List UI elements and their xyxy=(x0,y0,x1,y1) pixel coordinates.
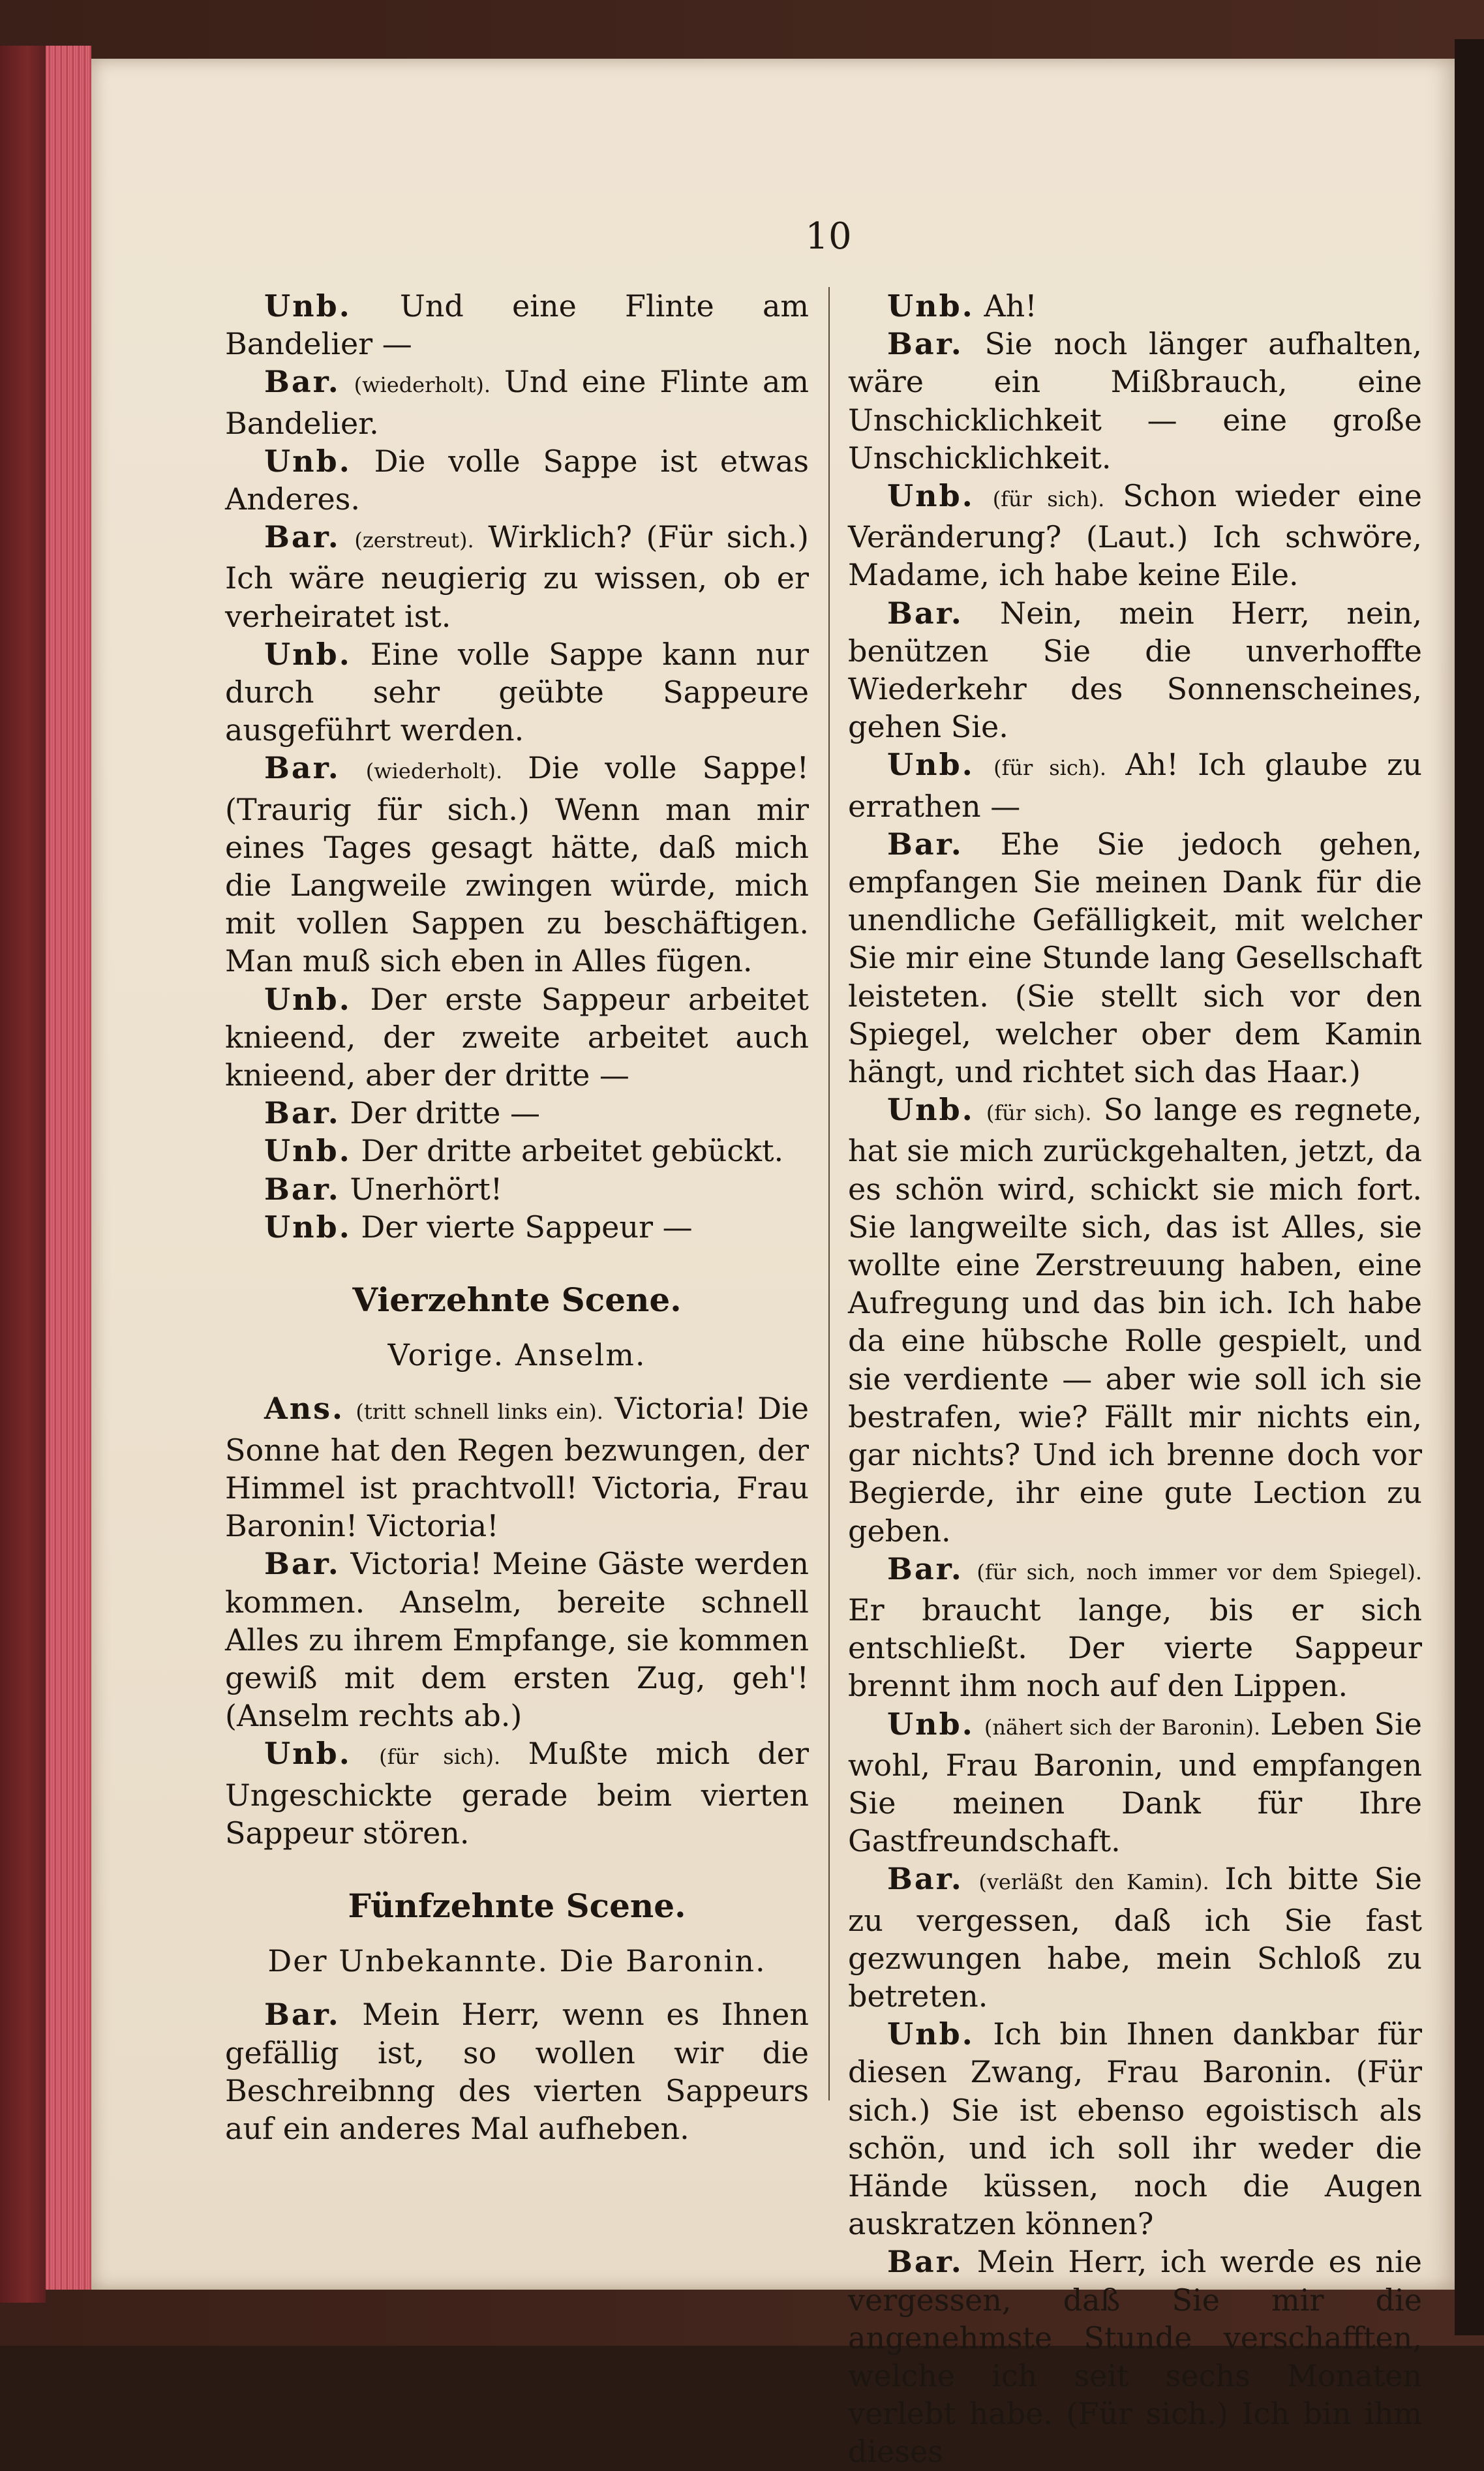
dialogue-line xyxy=(848,477,1422,594)
speaker-name: Unb. xyxy=(887,288,975,324)
dialogue-line xyxy=(225,363,809,442)
dialogue-line xyxy=(848,1860,1422,2015)
dialogue-text: Und eine Flinte am Bandelier. xyxy=(225,364,810,441)
dialogue-text: Ich bitte Sie zu vergessen, daß ich Sie fast gezwungen habe, mein Schloß zu betreten. xyxy=(848,1861,1423,2014)
speaker-name: Bar. xyxy=(264,750,341,786)
speaker-name: Unb. xyxy=(887,1706,975,1742)
stage-direction: (für sich). xyxy=(986,1100,1092,1126)
scene-heading: Fünfzehnte Scene. xyxy=(348,1886,686,1925)
dialogue-text: Leben Sie wohl, Frau Baronin, und empfangen Sie meinen Dank für Ihre Gastfreundschaft. xyxy=(848,1706,1422,1859)
dialogue-line xyxy=(225,1170,809,1208)
dialogue-line xyxy=(848,746,1422,825)
stage-direction: (tritt schnell links ein). xyxy=(356,1399,603,1425)
stage-direction: (zerstreut). xyxy=(354,528,474,553)
dialogue-text: So lange es regnete, hat sie mich zurückgehalten, jetzt, da es schön wird, schickt sie mich fort. Sie langweilte sich, das ist Alles, sie wollte eine Zerstreuung haben, eine Aufregung und das bin ich. Ich habe da eine hübsche Rolle gespielt, und sie verdiente — aber wie soll ich sie bestrafen, wie? Fällt mir nichts ein, gar nichts? Und ich brenne doch vor Begierde, ihr eine gute Lection zu geben. xyxy=(848,1092,1423,1549)
right-column xyxy=(848,287,1422,2471)
dialogue-text: Eine volle Sappe kann nur durch sehr geübte Sappeure ausgeführt werden. xyxy=(225,636,810,748)
dialogue-line xyxy=(225,1132,809,1170)
dialogue-text: Er braucht lange, bis er sich entschließt. Der vierte Sappeur brennt ihm noch auf den Lippen. xyxy=(848,1592,1422,1704)
dialogue-text: Unerhört! xyxy=(350,1171,503,1207)
dialogue-text: Die volle Sappe! (Traurig für sich.) Wenn man mir eines Tages gesagt hätte, daß mich die Langweile zwingen würde, mich mit vollen Sappen zu beschäftigen. Man muß sich eben in Alles fügen. xyxy=(225,750,810,979)
stage-direction: (wiederholt). xyxy=(365,759,503,784)
speaker-name: Bar. xyxy=(887,1551,963,1586)
dialogue-text: Der dritte arbeitet gebückt. xyxy=(361,1133,784,1169)
speaker-name: Unb. xyxy=(264,288,352,324)
dialogue-line xyxy=(848,1705,1422,1860)
dialogue-text: Schon wieder eine Veränderung? (Laut.) Ich schwöre, Madame, ich habe keine Eile. xyxy=(848,478,1423,593)
dialogue-text: Wirklich? (Für sich.) Ich wäre neugierig zu wissen, ob er verheiratet ist. xyxy=(225,519,810,634)
dialogue-line xyxy=(225,1995,809,2147)
dialogue-line xyxy=(225,1094,809,1132)
scene-persons: Vorige. Anselm. xyxy=(387,1337,646,1373)
dialogue-line xyxy=(848,2015,1422,2243)
dialogue-text: Victoria! Die Sonne hat den Regen bezwungen, der Himmel ist prachtvoll! Victoria, Frau Baronin! Victoria! xyxy=(225,1391,810,1544)
speaker-name: Bar. xyxy=(887,1861,963,1897)
speaker-name: Bar. xyxy=(887,326,963,362)
speaker-name: Unb. xyxy=(887,747,975,783)
speaker-name: Bar. xyxy=(264,519,341,555)
speaker-name: Bar. xyxy=(264,364,341,400)
dialogue-text: Der vierte Sappeur — xyxy=(361,1209,693,1245)
dialogue-text: Ah! Ich glaube zu errathen — xyxy=(848,747,1423,824)
speaker-name: Unb. xyxy=(264,1736,352,1772)
dialogue-line xyxy=(225,287,809,363)
stage-direction: (wiederholt). xyxy=(354,372,491,398)
dialogue-text: Mein Herr, ich werde es nie vergessen, daß Sie mir die angenehmste Stunde verschafften, welche ich seit sechs Monaten verlebt habe. (Für sich.) Ich bin ihm dieses xyxy=(848,2244,1422,2470)
column-divider xyxy=(828,287,830,2100)
page-number: 10 xyxy=(805,215,852,258)
dialogue-line xyxy=(225,635,809,750)
speaker-name: Bar. xyxy=(887,826,963,862)
dialogue-text: Ehe Sie jedoch gehen, empfangen Sie meinen Dank für die unendliche Gefälligkeit, mit welcher Sie mir eine Stunde lang Gesellschaft leisteten. (Sie stellt sich vor den Spiegel, welcher ober dem Kamin hängt, und richtet sich das Haar.) xyxy=(848,826,1422,1090)
speaker-name: Bar. xyxy=(264,1171,341,1207)
speaker-name: Unb. xyxy=(264,1133,352,1169)
book-page-edges xyxy=(46,46,91,2290)
scene-heading: Vierzehnte Scene. xyxy=(352,1281,682,1320)
speaker-name: Bar. xyxy=(264,1546,341,1582)
dialogue-text: Der erste Sappeur arbeitet knieend, der zweite arbeitet auch knieend, aber der dritte — xyxy=(225,981,809,1093)
dialogue-text: Sie noch länger aufhalten, wäre ein Mißbrauch, eine Unschicklichkeit — eine große Unschicklichkeit. xyxy=(848,326,1422,476)
speaker-name: Bar. xyxy=(264,1997,341,2033)
dialogue-line xyxy=(225,1208,809,1246)
scene-persons: Der Unbekannte. Die Baronin. xyxy=(267,1943,766,1979)
dialogue-line xyxy=(848,825,1422,1091)
dialogue-line xyxy=(848,2243,1422,2470)
speaker-name: Ans. xyxy=(264,1391,345,1427)
dialogue-text: Ah! xyxy=(984,288,1037,324)
dialogue-line xyxy=(848,1550,1422,1705)
speaker-name: Unb. xyxy=(887,478,975,514)
dialogue-line xyxy=(848,287,1422,325)
stage-direction: (für sich, noch immer vor dem Spiegel). xyxy=(977,1559,1423,1584)
speaker-name: Unb. xyxy=(887,1092,975,1128)
stage-direction: (für sich). xyxy=(992,487,1105,512)
speaker-name: Unb. xyxy=(264,981,352,1017)
stage-direction: (nähert sich der Baronin). xyxy=(984,1714,1261,1740)
dialogue-text: Mein Herr, wenn es Ihnen gefällig ist, so wollen wir die Beschreibnng des vierten Sappeurs auf ein anderes Mal aufheben. xyxy=(225,1997,810,2146)
dialogue-line xyxy=(225,980,809,1095)
speaker-name: Bar. xyxy=(887,2244,963,2280)
dialogue-text: Nein, mein Herr, nein, benützen Sie die unverhoffte Wiederkehr des Sonnenscheines, gehen Sie. xyxy=(848,595,1423,745)
dialogue-line xyxy=(225,442,809,518)
speaker-name: Unb. xyxy=(264,443,352,479)
dialogue-text: Und eine Flinte am Bandelier — xyxy=(225,288,809,362)
dialogue-text: Der dritte — xyxy=(350,1095,541,1131)
dialogue-line xyxy=(225,749,809,980)
stage-direction: (verläßt den Kamin). xyxy=(978,1870,1209,1895)
speaker-name: Unb. xyxy=(264,1209,352,1245)
dialogue-line xyxy=(225,518,809,635)
gutter-shadow xyxy=(1455,39,1484,2335)
dialogue-text: Victoria! Meine Gäste werden kommen. Anselm, bereite schnell Alles zu ihrem Empfange, sie kommen gewiß mit dem ersten Zug, geh'! (Anselm rechts ab.) xyxy=(225,1546,809,1734)
book-cover-edge xyxy=(0,46,46,2303)
dialogue-line xyxy=(848,325,1422,477)
dialogue-line xyxy=(225,1545,809,1735)
stage-direction: (für sich). xyxy=(993,755,1107,781)
speaker-name: Unb. xyxy=(887,2016,975,2052)
dialogue-line xyxy=(848,1091,1422,1549)
left-column xyxy=(225,287,809,2147)
speaker-name: Bar. xyxy=(887,595,963,631)
dialogue-text: Die volle Sappe ist etwas Anderes. xyxy=(225,443,809,517)
dialogue-line xyxy=(848,594,1422,746)
speaker-name: Bar. xyxy=(264,1095,341,1131)
stage-direction: (für sich). xyxy=(379,1744,501,1770)
dialogue-text: Mußte mich der Ungeschickte gerade beim vierten Sappeur stören. xyxy=(225,1736,810,1851)
dialogue-line xyxy=(225,1389,809,1545)
dialogue-text: Ich bin Ihnen dankbar für diesen Zwang, Frau Baronin. (Für sich.) Sie ist ebenso egoistisch als schön, und ich soll ihr weder die Hände küssen, noch die Augen auskratzen können? xyxy=(848,2016,1423,2242)
dialogue-line xyxy=(225,1735,809,1852)
speaker-name: Unb. xyxy=(264,636,352,672)
